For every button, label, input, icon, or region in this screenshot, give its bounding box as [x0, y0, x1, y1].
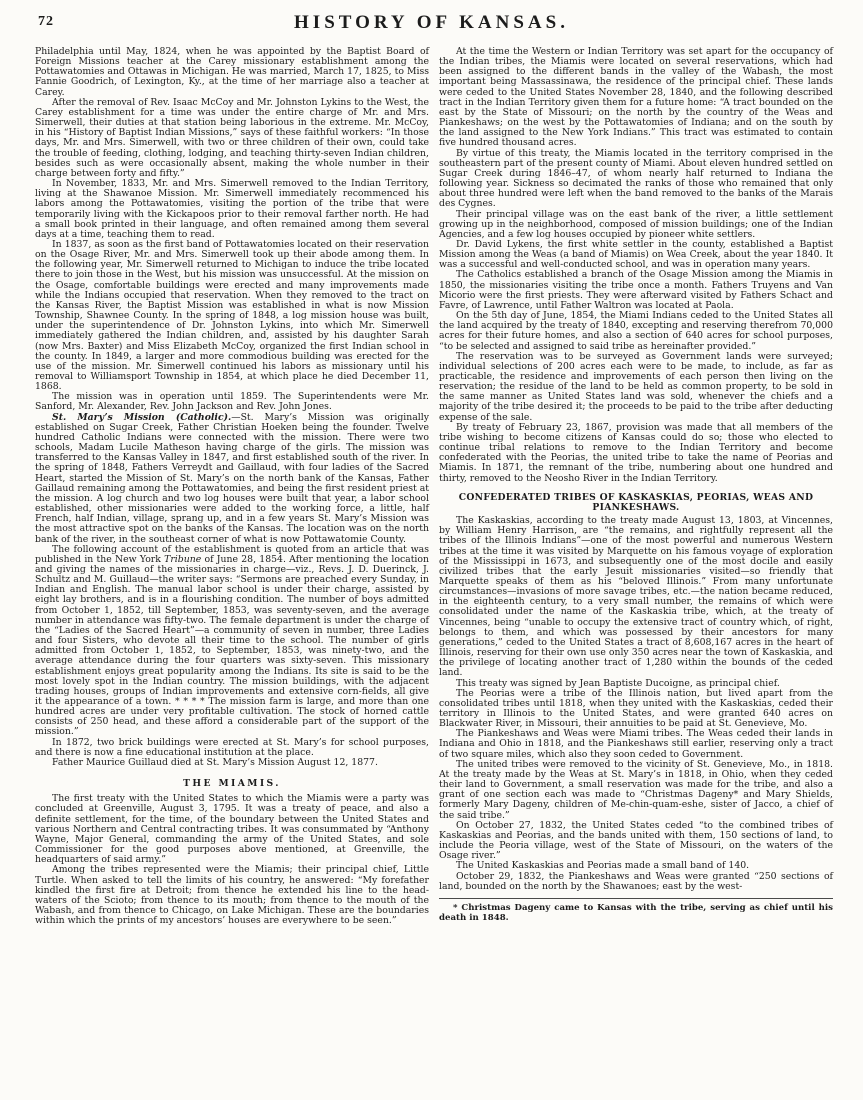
paragraph: The mission was in operation until 1859. The Superintendents were Mr. Sanford, Mr. Alexander, Rev. John Jackson and Rev. John Jones. — [35, 391, 429, 413]
paragraph: Father Maurice Guillaud died at St. Mary’s Mission August 12, 1877. — [52, 756, 378, 768]
paragraph: By virtue of this treaty, the Miamis located in the territory comprised in the southeastern part of the present county of Miami. About eleven hundred settled on Sugar Creek during 1846–47, of whom nearly half returned to Indiana the following year. Sickness so decimated the ranks of those who remained that only about three hundred were left when the band removed to the banks of the Marais des Cygnes. — [439, 147, 833, 210]
paragraph: After the removal of Rev. Isaac McCoy and Mr. Johnston Lykins to the West, the Carey establishment for a time was under the entire charge of Mr. and Mrs. Simerwell, their duties at that station being laborious in the extreme. Mr. McCoy, in his “History of Baptist Indian Missions,” says of these faithful workers: “In those days, Mr. and Mrs. Simerwell, with two or three children of their own, could take the trouble of feeding, clothing, lodging, and teaching thirty-seven Indian children, besides such as were occasionally absent, making the whole number in their charge between forty and fifty.” — [35, 96, 429, 179]
text-columns — [0, 40, 863, 926]
right-column — [439, 47, 833, 926]
paragraph: On the 5th day of June, 1854, the Miami Indians ceded to the United States all the land acquired by the treaty of 1840, excepting and reserving therefrom 70,000 acres for their future homes, and also a section of 640 acres for school purposes, “to be selected and assigned to said tribe as hereinafter provided.” — [439, 310, 833, 352]
paragraph: The Piankeshaws and Weas were Miami tribes. The Weas ceded their lands in Indiana and Ohio in 1818, and the Piankeshaws still earlier, reserving only a tract of two square miles, which also they soon ceded to Government. — [439, 728, 833, 760]
left-column — [35, 47, 429, 926]
paragraph: Among the tribes represented were the Miamis; their principal chief, Little Turtle. When asked to tell the limits of his country, he answered: “My forefather kindled the first fire at Detroit; from thence he extended his line to the head-waters of the Scioto; from thence to its mouth; from thence to the mouth of the Wabash, and from thence to Chicago, on Lake Michigan. These are the boundaries within which the prints of my ancestors’ houses are everywhere to be seen.” — [35, 864, 429, 927]
footnote-divider — [439, 898, 833, 899]
paragraph: At the time the Western or Indian Territory was set apart for the occupancy of the Indian tribes, the Miamis were located on several reservations, which had been assigned to the different bands in the valley of the Wabash, the most important being Massassinawa, the residence of the principal chief. These lands were ceded to the United States November 28, 1840, and the following described tract in the Indian Territory given them for a future home: “A tract bounded on the east by the State of Missouri; on the north by the country of the Weas and Piankeshaws; on the west by the Pottawatomies of Indiana; and on the south by the land assigned to the New York Indians.” This tract was estimated to contain five hundred thousand acres. — [439, 46, 833, 149]
paragraph: In 1837, as soon as the first band of Pottawatomies located on their reservation on the Osage River, Mr. and Mrs. Simerwell took up their abode among them. In the following year, Mr. Simerwell returned to Michigan to induce the tribe located there to join those in the West, but his mission was unsuccessful. At the mission on the Osage, comfortable buildings were erected and many improvements made while the Indians occupied that reservation. When they removed to the tract on the Kansas River, the Baptist Mission was established in what is now Mission Township, Shawnee County. In the spring of 1848, a log mission house was built, under the superintendence of Dr. Johnston Lykins, into which Mr. Simerwell immediately gathered the Indian children, and, assisted by his daughter Sarah (now Mrs. Baxter) and Miss Elizabeth McCoy, organized the first Indian school in the county. In 1849, a larger and more commodious building was erected for the use of the mission. Mr. Simerwell continued his labors as missionary until his removal to Williamsport Township in 1854, at which place he died December 11, 1868. — [35, 238, 429, 393]
section-heading: THE MIAMIS. — [183, 778, 281, 790]
paragraph: By treaty of February 23, 1867, provision was made that all members of the tribe wishing to become citizens of Kansas could do so; those who elected to continue tribal relations to remove to the Indian Territory and become confederated with the Peorias, the united tribe to take the name of Peorias and Miamis. In 1871, the remnant of the tribe, numbering about one hundred and thirty, removed to the Neosho River in the Indian Territory. — [439, 421, 833, 484]
page-number: 72 — [38, 14, 54, 29]
paragraph: The United Kaskaskias and Peorias made a small band of 140. — [456, 860, 750, 872]
page-header — [0, 12, 863, 40]
footnote: * Christmas Dageny came to Kansas with the tribe, serving as chief until his death in 1848. — [439, 902, 833, 923]
paragraph: The united tribes were removed to the vicinity of St. Genevieve, Mo., in 1818. At the treaty made by the Weas at St. Mary’s in 1818, in Ohio, when they ceded their land to Government, a small reservation was made for the tribe, and also a grant of one section each was made to “Christmas Dageny* and Mary Shields, formerly Mary Dageny, children of Me-chin-quam-eshe, sister of Jacco, a chief of the said tribe.” — [439, 758, 833, 821]
paragraph: On October 27, 1832, the United States ceded “to the combined tribes of Kaskaskias and Peorias, and the bands united with them, 150 sections of land, to include the Peoria village, west of the State of Missouri, on the waters of the Osage river.” — [439, 819, 833, 862]
paragraph: The first treaty with the United States to which the Miamis were a party was concluded at Greenville, August 3, 1795. It was a treaty of peace, and also a definite settlement, for the time, of the boundary between the United States and various Northern and Central contracting tribes. It was consummated by “Anthony Wayne, Major General, commanding the army of the United States, and sole Commissioner for the good purposes above mentioned, at Greenville, the headquarters of said army.” — [35, 793, 429, 866]
paragraph: Dr. David Lykens, the first white settler in the county, established a Baptist Mission among the Weas (a band of Miamis) on Wea Creek, about the year 1840. It was a successful and well-conducted school, and was in operation many years. — [439, 238, 833, 271]
paragraph: In November, 1833, Mr. and Mrs. Simerwell removed to the Indian Territory, living at the Shawanoe Mission. Mr. Simerwell immediately recommenced his labors among the Pottawatomies, visiting the portion of the tribe that were temporarily living with the Kickapoos prior to their removal farther north. He had a small book printed in their language, and often remained among them several days at a time, teaching them to read. — [35, 178, 429, 240]
paragraph: October 29, 1832, the Piankeshaws and Weas were granted “250 sections of land, bounded on the north by the Shawanoes; east by the west- — [439, 870, 833, 892]
paragraph: The Kaskaskias, according to the treaty made August 13, 1803, at Vincennes, by William Henry Harrison, are “the remains, and rightfully represent all the tribes of the Illinois Indians”—one of the most powerful and numerous Western tribes at the time it was visited by Marquette on his famous voyage of exploration of the Mississippi in 1673, and subsequently one of the most docile and easily civilized tribes that the early Jesuit missionaries visited—so friendly that Marquette speaks of them as his “beloved Illinois.” From many unfortunate circumstances—invasions of more savage tribes, etc.—the nation became reduced, in the eighteenth century, to a very small number, the remains of which were consolidated under the name of the Kaskaskia tribe, which, at the treaty of Vincennes, being “unable to occupy the extensive tract of country which, of right, belongs to them, and which was possessed by their ancestors for many generations,” ceded to the United States a tract of 8,608,167 acres in the heart of Illinois, reserving for their own use only 350 acres near the town of Kaskaskia, and the privilege of locating another tract of 1,280 within the bounds of the ceded land. — [439, 515, 833, 679]
paragraph: The following account of the establishment is quoted from an article that was published in the New York Tribune of June 28, 1854. After mentioning the location and giving the names of the missionaries in charge—viz., Revs. J. D. Duerinck, J. Schultz and M. Guillaud—the writer says: “Sermons are preached every Sunday, in Indian and English. The manual labor school is under their charge, assisted by eight lay brothers, and is in a flourishing condition. The number of boys admitted from October 1, 1852, till September, 1853, was seventy-seven, and the average number in attendance was fifty-two. The female department is under the charge of the “Ladies of the Sacred Heart”—a community of seven in number, three Ladies and four Sisters, who devote all their time to the school. The number of girls admitted from October 1, 1852, to September, 1853, was ninety-two, and the average attendance during the four quarters was sixty-seven. This missionary establishment enjoys great popularity among the Indians. Its site is said to be the most lovely spot in the Indian country. The mission buildings, with the adjacent trading houses, groups of Indian improvements and extensive corn-fields, all give it the appearance of a town. * * * * The mission farm is large, and more than one hundred acres are under very profitable cultivation. The stock of horned cattle consists of 250 head, and these afford a considerable part of the support of the mission.” — [35, 543, 429, 738]
paragraph: The Catholics established a branch of the Osage Mission among the Miamis in 1850, the missionaries visiting the tribe once a month. Fathers Truyens and Van Micorio were the first priests. They were afterward visited by Fathers Schact and Favre, of Lawrence, until Father Waltron was located at Paola. — [439, 269, 833, 311]
paragraph: This treaty was signed by Jean Baptiste Ducoigne, as principal chief. — [456, 677, 780, 689]
paragraph: Their principal village was on the east bank of the river, a little settlement growing up in the neighborhood, composed of mission buildings; one of the Indian Agencies, and a few log houses occupied by pioneer white settlers. — [439, 208, 833, 240]
section-heading: CONFEDERATED TRIBES OF KASKASKIAS, PEORIAS, WEAS AND PIANKESHAWS. — [458, 491, 814, 513]
paragraph: St. Mary’s Mission (Catholic).—St. Mary’s Mission was originally established on Sugar Creek, Father Christian Hoeken being the founder. Twelve hundred Catholic Indians were connected with the mission. There were two schools, Madam Lucile Matheson having charge of the girls. The mission was transferred to the Kansas Valley in 1847, and first established south of the river. In the spring of 1848, Fathers Verreydt and Gaillaud, with four ladies of the Sacred Heart, started the Mission of St. Mary’s on the north bank of the Kansas, Father Gaillaud remaining among the Pottawatomies, and being the first resident priest at the mission. A log church and two log houses were built that year, a labor school established, other missionaries were added to the working force, a little, half French, half Indian, village, sprang up, and in a few years St. Mary’s Mission was the most attractive spot on the banks of the Kansas. The location was on the north bank of the river, in the southeast corner of what is now Pottawatomie County. — [35, 411, 429, 545]
paragraph: In 1872, two brick buildings were erected at St. Mary’s for school purposes, and there is now a fine educational institution at the place. — [35, 736, 429, 758]
page-title: HISTORY OF KANSAS. — [294, 12, 569, 33]
paragraph: The Peorias were a tribe of the Illinois nation, but lived apart from the consolidated tribes until 1818, when they united with the Kaskaskias, ceded their territory in Illinois to the United States, and were granted 640 acres on Blackwater River, in Missouri, their annuities to be paid at St. Genevieve, Mo. — [439, 687, 833, 730]
paragraph: The reservation was to be surveyed as Government lands were surveyed; individual selections of 200 acres each were to be made, to include, as far as practicable, the residence and improvements of each person then living on the reservation; the residue of the land to be held as common property, to be sold in the same manner as United States land was sold, whenever the chiefs and a majority of the tribe desired it; the proceeds to be paid to the tribe after deducting expense of the sale. — [439, 350, 833, 423]
paragraph: Philadelphia until May, 1824, when he was appointed by the Baptist Board of Foreign Missions teacher at the Carey missionary establishment among the Pottawatomies and Ottawas in Michigan. He was married, March 17, 1825, to Miss Fannie Goodrich, of Lexington, Ky., at the time of her marriage also a teacher at Carey. — [35, 46, 429, 98]
